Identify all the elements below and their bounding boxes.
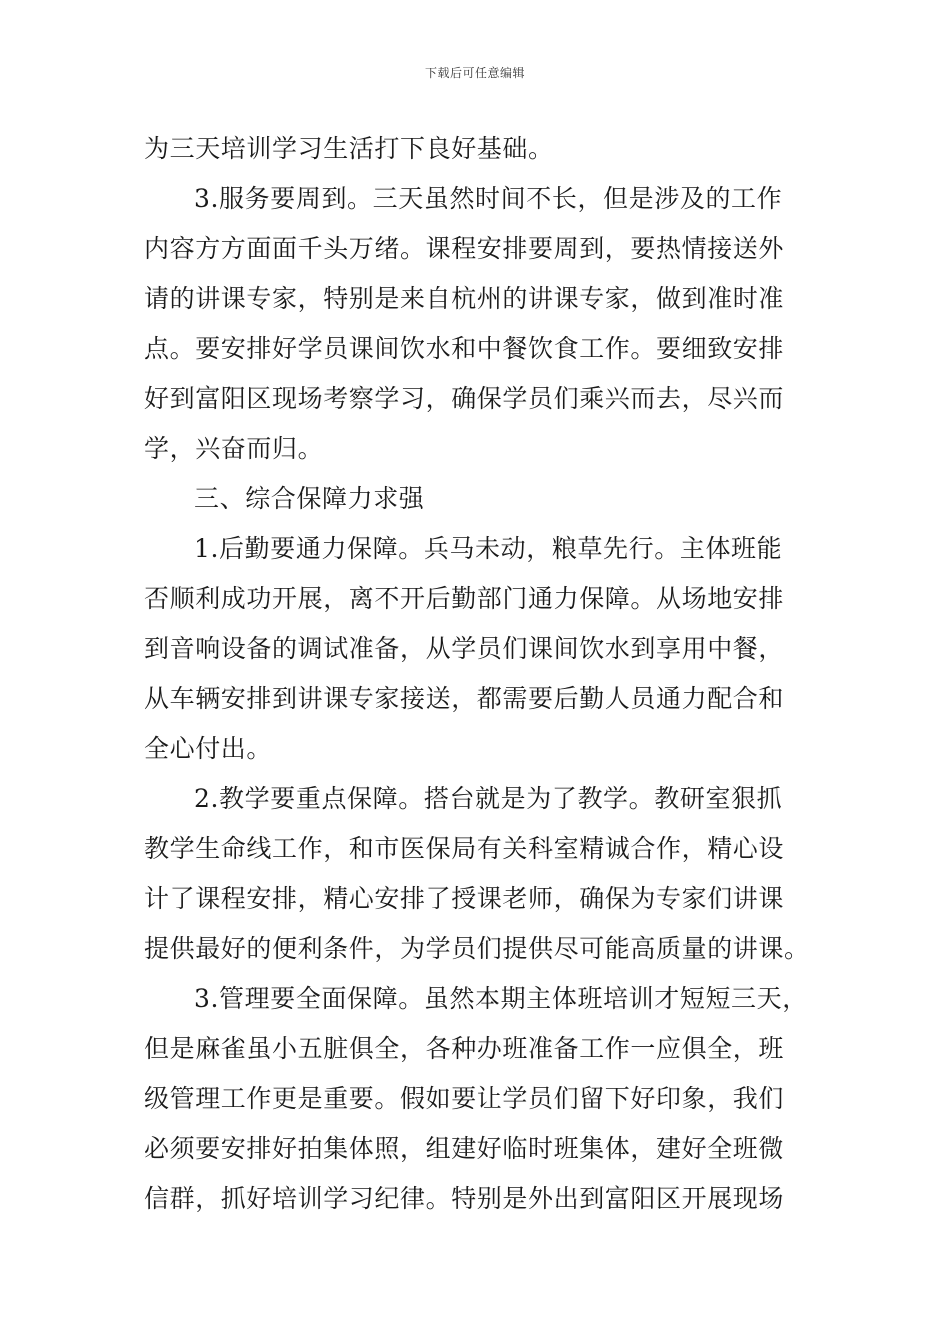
document-body: [144, 124, 808, 1224]
text-line: 好到富阳区现场考察学习，确保学员们乘兴而去，尽兴而: [144, 384, 785, 413]
text-line: 否顺利成功开展，离不开后勤部门通力保障。从场地安排: [144, 584, 785, 613]
text-line: 3.服务要周到。三天虽然时间不长，但是涉及的工作: [194, 184, 783, 213]
text-line: 内容方方面面千头万绪。课程安排要周到，要热情接送外: [144, 234, 785, 263]
text-line: 三、综合保障力求强: [194, 484, 425, 513]
text-line: 级管理工作更是重要。假如要让学员们留下好印象，我们: [144, 1084, 785, 1113]
text-line: 从车辆安排到讲课专家接送，都需要后勤人员通力配合和: [144, 684, 785, 713]
text-line: 全心付出。: [144, 734, 273, 763]
text-line: 学，兴奋而归。: [144, 434, 324, 463]
text-line: 信群，抓好培训学习纪律。特别是外出到富阳区开展现场: [144, 1184, 785, 1213]
page-header: 下载后可任意编辑: [424, 66, 525, 80]
text-line: 教学生命线工作，和市医保局有关科室精诚合作，精心设: [144, 834, 785, 863]
text-line: 提供最好的便利条件，为学员们提供尽可能高质量的讲课。: [144, 934, 810, 963]
text-line: 点。要安排好学员课间饮水和中餐饮食工作。要细致安排: [144, 334, 785, 363]
text-line: 1.后勤要通力保障。兵马未动，粮草先行。主体班能: [194, 534, 783, 563]
text-line: 3.管理要全面保障。虽然本期主体班培训才短短三天，: [194, 984, 808, 1013]
text-line: 但是麻雀虽小五脏俱全，各种办班准备工作一应俱全，班: [144, 1034, 785, 1063]
text-line: 必须要安排好拍集体照，组建好临时班集体，建好全班微: [144, 1134, 785, 1163]
text-line: 为三天培训学习生活打下良好基础。: [144, 134, 554, 163]
text-line: 计了课程安排，精心安排了授课老师，确保为专家们讲课: [144, 884, 785, 913]
text-line: 2.教学要重点保障。搭台就是为了教学。教研室狠抓: [194, 784, 783, 813]
text-line: 请的讲课专家，特别是来自杭州的讲课专家，做到准时准: [144, 284, 785, 313]
text-line: 到音响设备的调试准备，从学员们课间饮水到享用中餐，: [144, 634, 785, 663]
